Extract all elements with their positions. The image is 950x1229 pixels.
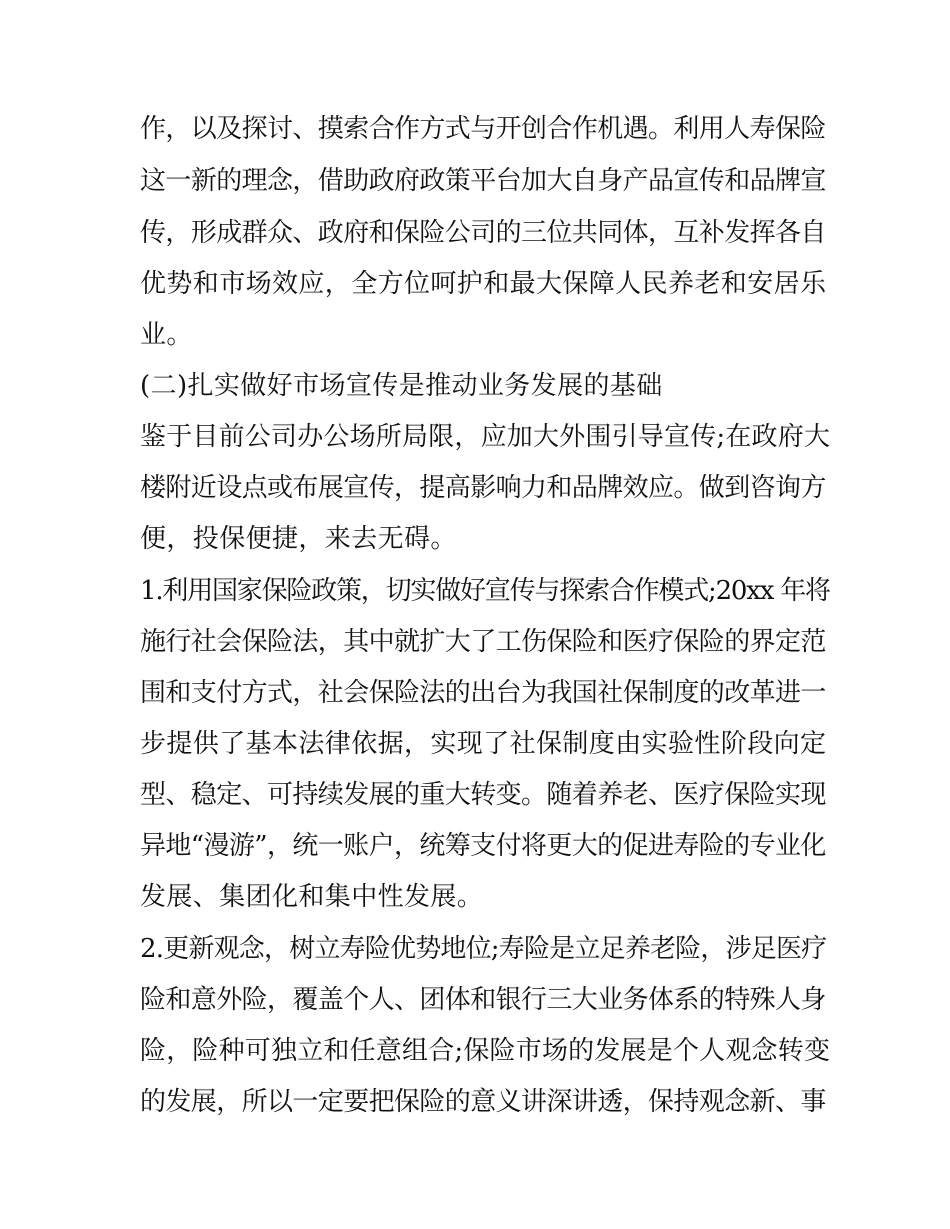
text-line: 这一新的理念，借助政府政策平台加大自身产品宣传和品牌宣 — [140, 166, 826, 196]
text-line: 围和支付方式，社会保险法的出台为我国社保制度的改革进一 — [140, 678, 826, 708]
text-line: 发展、集团化和集中性发展。 — [140, 882, 484, 912]
text-line: 优势和市场效应，全方位呵护和最大保障人民养老和安居乐 — [140, 269, 827, 299]
section-heading: (二)扎实做好市场宣传是推动业务发展的基础 — [140, 371, 663, 401]
text-line: 异地“漫游”，统一账户，统筹支付将更大的促进寿险的专业化 — [140, 831, 826, 861]
text-line: 作，以及探讨、摸索合作方式与开创合作机遇。利用人寿保险 — [140, 114, 826, 144]
text-line: 险，险种可独立和任意组合;保险市场的发展是个人观念转变 — [140, 1036, 831, 1066]
text-line: 楼附近设点或布展宣传，提高影响力和品牌效应。做到咨询方 — [140, 473, 826, 503]
text-line: 步提供了基本法律依据，实现了社保制度由实验性阶段向定 — [140, 729, 827, 759]
list-item-1-start: 1.利用国家保险政策，切实做好宣传与探索合作模式;20xx 年将 — [140, 576, 830, 606]
text-line: 便，投保便捷，来去无碍。 — [140, 524, 457, 554]
text-line: 鉴于目前公司办公场所局限，应加大外围引导宣传;在政府大 — [140, 422, 831, 452]
text-line: 传，形成群众、政府和保险公司的三位共同体，互补发挥各自 — [140, 218, 826, 248]
text-line: 险和意外险，覆盖个人、团体和银行三大业务体系的特殊人身 — [140, 985, 826, 1015]
text-line: 业。 — [140, 320, 193, 350]
list-item-2-start: 2.更新观念，树立寿险优势地位;寿险是立足养老险，涉足医疗 — [140, 934, 827, 964]
text-line: 型、稳定、可持续发展的重大转变。随着养老、医疗保险实现 — [140, 780, 826, 810]
text-line: 施行社会保险法，其中就扩大了工伤保险和医疗保险的界定范 — [140, 627, 826, 657]
text-line: 的发展，所以一定要把保险的意义讲深讲透，保持观念新、事 — [140, 1087, 826, 1117]
